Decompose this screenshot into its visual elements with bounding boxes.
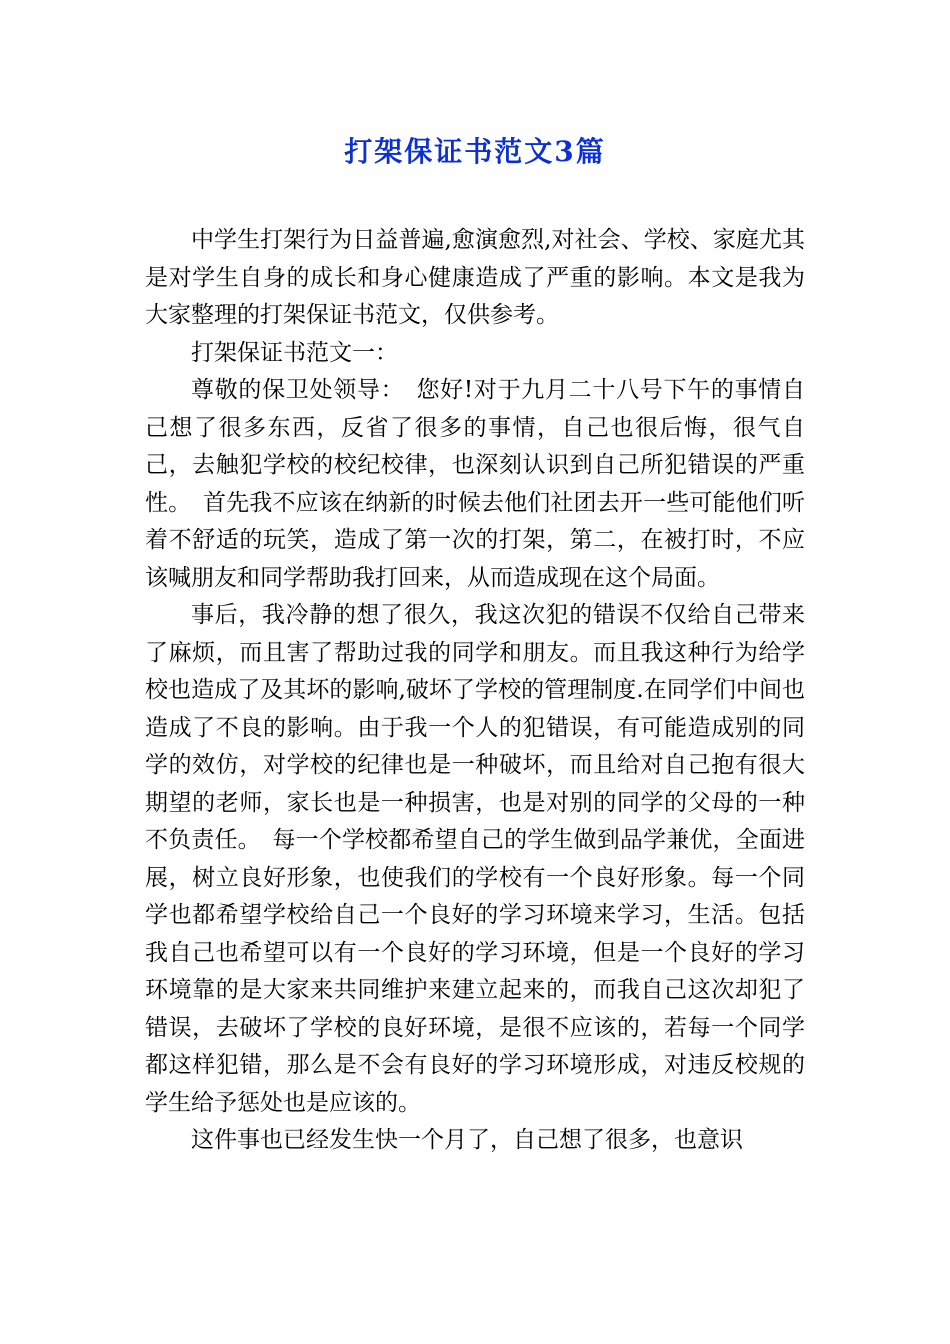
paragraph-continuation: 这件事也已经发生快一个月了，自己想了很多，也意识	[191, 1127, 743, 1153]
paragraph-reflection: 事后，我冷静的想了很久，我这次犯的错误不仅给自己带来了麻烦，而且害了帮助过我的同学和朋友。而且我这种行为给学校也造成了及其坏的影响,破坏了学校的管理制度.在同学们中间也造成了不良的影响。由于我一个人的犯错误，有可能造成别的同学的效仿，对学校的纪律也是一种破坏，而且给对自己抱有很大期望的老师，家长也是一种损害，也是对别的同学的父母的一种不负责任。 每一个学校都希望自己的学生做到品学兼优，全面进展，树立良好形象，也使我们的学校有一个良好形象。每一个同学也都希望学校给自己一个良好的学习环境来学习，生活。包括我自己也希望可以有一个良好的学习环境，但是一个良好的学习环境靠的是大家来共同维护来建立起来的，而我自己这次却犯了错误，去破坏了学校的良好环境，是很不应该的，若每一个同学都这样犯错，那么是不会有良好的学习环境形成，对违反校规的学生给予惩处也是应该的。	[145, 602, 805, 1116]
paragraph-section-heading: 打架保证书范文一：	[191, 339, 398, 366]
document-title: 打架保证书范文3篇	[344, 135, 606, 168]
document-body	[145, 222, 805, 1160]
paragraph-letter-opening: 尊敬的保卫处领导： 您好!对于九月二十八号下午的事情自己想了很多东西，反省了很多的事情，自己也很后悔，很气自己，去触犯学校的校纪校律，也深刻认识到自己所犯错误的严重性。 首先我不应该在纳新的时候去他们社团去开一些可能他们听着不舒适的玩笑，造成了第一次的打架，第二，在被打时，不应该喊朋友和同学帮助我打回来，从而造成现在这个局面。	[145, 377, 805, 591]
paragraph-intro: 中学生打架行为日益普遍,愈演愈烈,对社会、学校、家庭尤其是对学生自身的成长和身心健康造成了严重的影响。本文是我为大家整理的打架保证书范文，仅供参考。	[145, 227, 805, 328]
